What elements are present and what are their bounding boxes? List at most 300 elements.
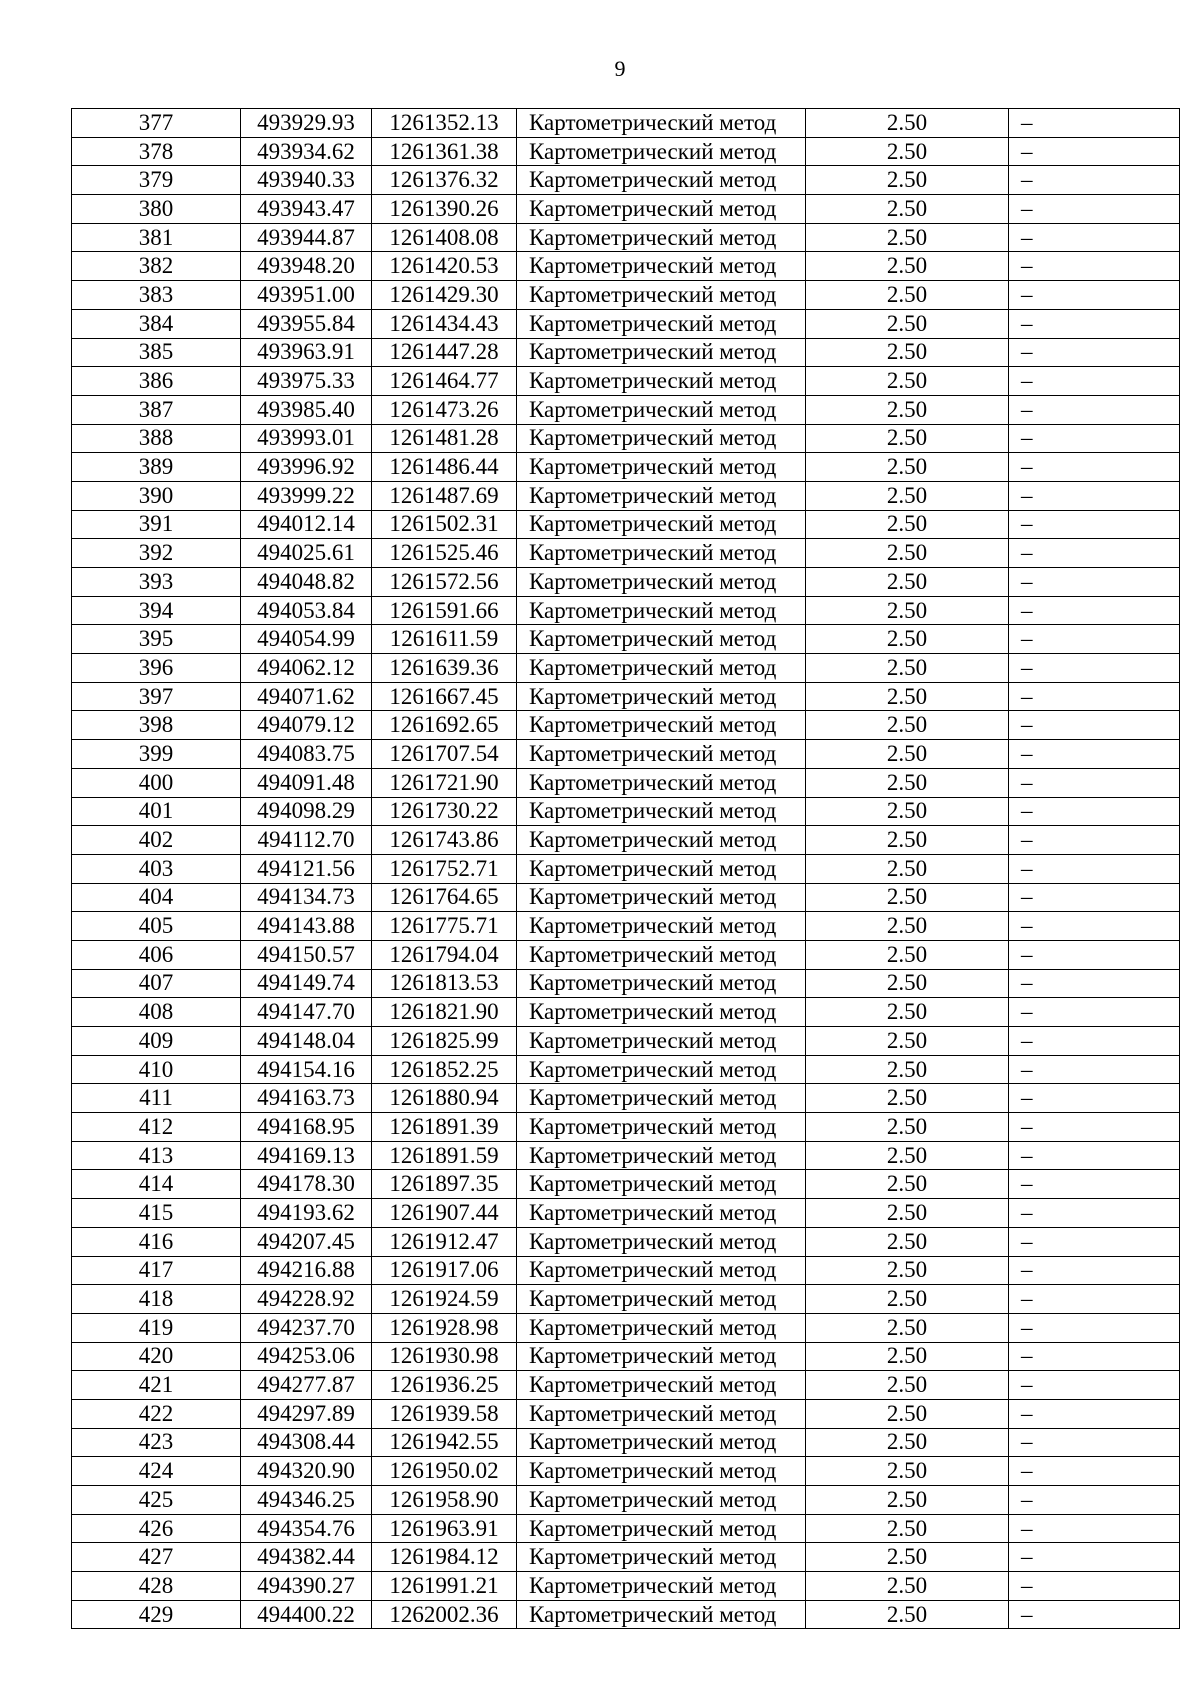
y-coordinate-cell: 1262002.36 xyxy=(372,1600,517,1629)
note-cell: – xyxy=(1009,682,1180,711)
accuracy-cell: 2.50 xyxy=(806,568,1009,597)
x-coordinate-cell: 494148.04 xyxy=(241,1027,372,1056)
note-cell: – xyxy=(1009,1600,1180,1629)
note-cell: – xyxy=(1009,453,1180,482)
accuracy-cell: 2.50 xyxy=(806,223,1009,252)
x-coordinate-cell: 494320.90 xyxy=(241,1457,372,1486)
method-cell: Картометрический метод xyxy=(517,281,806,310)
table-row xyxy=(72,1600,1180,1629)
y-coordinate-cell: 1261420.53 xyxy=(372,252,517,281)
method-cell: Картометрический метод xyxy=(517,596,806,625)
accuracy-cell: 2.50 xyxy=(806,1227,1009,1256)
y-coordinate-cell: 1261852.25 xyxy=(372,1055,517,1084)
note-cell: – xyxy=(1009,1399,1180,1428)
point-number-cell: 377 xyxy=(72,109,241,138)
accuracy-cell: 2.50 xyxy=(806,1256,1009,1285)
method-cell: Картометрический метод xyxy=(517,969,806,998)
table-row xyxy=(72,281,1180,310)
method-cell: Картометрический метод xyxy=(517,1342,806,1371)
method-cell: Картометрический метод xyxy=(517,137,806,166)
point-number-cell: 429 xyxy=(72,1600,241,1629)
accuracy-cell: 2.50 xyxy=(806,1486,1009,1515)
table-row xyxy=(72,1572,1180,1601)
accuracy-cell: 2.50 xyxy=(806,854,1009,883)
table-row xyxy=(72,338,1180,367)
method-cell: Картометрический метод xyxy=(517,1486,806,1515)
table-row xyxy=(72,1027,1180,1056)
x-coordinate-cell: 494149.74 xyxy=(241,969,372,998)
accuracy-cell: 2.50 xyxy=(806,711,1009,740)
method-cell: Картометрический метод xyxy=(517,166,806,195)
x-coordinate-cell: 494098.29 xyxy=(241,797,372,826)
note-cell: – xyxy=(1009,768,1180,797)
point-number-cell: 397 xyxy=(72,682,241,711)
x-coordinate-cell: 494253.06 xyxy=(241,1342,372,1371)
note-cell: – xyxy=(1009,309,1180,338)
x-coordinate-cell: 494012.14 xyxy=(241,510,372,539)
point-number-cell: 386 xyxy=(72,367,241,396)
table-row xyxy=(72,969,1180,998)
accuracy-cell: 2.50 xyxy=(806,539,1009,568)
table-row xyxy=(72,539,1180,568)
y-coordinate-cell: 1261743.86 xyxy=(372,826,517,855)
note-cell: – xyxy=(1009,1199,1180,1228)
method-cell: Картометрический метод xyxy=(517,481,806,510)
table-row xyxy=(72,309,1180,338)
accuracy-cell: 2.50 xyxy=(806,1199,1009,1228)
method-cell: Картометрический метод xyxy=(517,912,806,941)
table-row xyxy=(72,166,1180,195)
accuracy-cell: 2.50 xyxy=(806,1313,1009,1342)
table-row xyxy=(72,625,1180,654)
note-cell: – xyxy=(1009,1227,1180,1256)
point-number-cell: 402 xyxy=(72,826,241,855)
table-row xyxy=(72,1371,1180,1400)
y-coordinate-cell: 1261352.13 xyxy=(372,109,517,138)
table-row xyxy=(72,1084,1180,1113)
table-row xyxy=(72,1428,1180,1457)
method-cell: Картометрический метод xyxy=(517,1600,806,1629)
x-coordinate-cell: 494083.75 xyxy=(241,740,372,769)
accuracy-cell: 2.50 xyxy=(806,367,1009,396)
y-coordinate-cell: 1261907.44 xyxy=(372,1199,517,1228)
note-cell: – xyxy=(1009,854,1180,883)
point-number-cell: 378 xyxy=(72,137,241,166)
x-coordinate-cell: 493948.20 xyxy=(241,252,372,281)
table-row xyxy=(72,109,1180,138)
method-cell: Картометрический метод xyxy=(517,1399,806,1428)
table-row xyxy=(72,1141,1180,1170)
note-cell: – xyxy=(1009,998,1180,1027)
point-number-cell: 416 xyxy=(72,1227,241,1256)
y-coordinate-cell: 1261572.56 xyxy=(372,568,517,597)
method-cell: Картометрический метод xyxy=(517,682,806,711)
point-number-cell: 384 xyxy=(72,309,241,338)
accuracy-cell: 2.50 xyxy=(806,682,1009,711)
note-cell: – xyxy=(1009,912,1180,941)
table-row xyxy=(72,1199,1180,1228)
table-row xyxy=(72,940,1180,969)
accuracy-cell: 2.50 xyxy=(806,1084,1009,1113)
table-row xyxy=(72,682,1180,711)
point-number-cell: 425 xyxy=(72,1486,241,1515)
method-cell: Картометрический метод xyxy=(517,1170,806,1199)
accuracy-cell: 2.50 xyxy=(806,1428,1009,1457)
point-number-cell: 401 xyxy=(72,797,241,826)
table-row xyxy=(72,596,1180,625)
point-number-cell: 420 xyxy=(72,1342,241,1371)
table-row xyxy=(72,1055,1180,1084)
method-cell: Картометрический метод xyxy=(517,1428,806,1457)
x-coordinate-cell: 494163.73 xyxy=(241,1084,372,1113)
table-row xyxy=(72,883,1180,912)
point-number-cell: 383 xyxy=(72,281,241,310)
table-row xyxy=(72,481,1180,510)
table-row xyxy=(72,367,1180,396)
y-coordinate-cell: 1261502.31 xyxy=(372,510,517,539)
x-coordinate-cell: 494308.44 xyxy=(241,1428,372,1457)
table-row xyxy=(72,568,1180,597)
x-coordinate-cell: 494150.57 xyxy=(241,940,372,969)
y-coordinate-cell: 1261775.71 xyxy=(372,912,517,941)
note-cell: – xyxy=(1009,539,1180,568)
y-coordinate-cell: 1261447.28 xyxy=(372,338,517,367)
note-cell: – xyxy=(1009,1371,1180,1400)
method-cell: Картометрический метод xyxy=(517,223,806,252)
x-coordinate-cell: 494143.88 xyxy=(241,912,372,941)
point-number-cell: 426 xyxy=(72,1514,241,1543)
y-coordinate-cell: 1261928.98 xyxy=(372,1313,517,1342)
note-cell: – xyxy=(1009,625,1180,654)
accuracy-cell: 2.50 xyxy=(806,1572,1009,1601)
y-coordinate-cell: 1261825.99 xyxy=(372,1027,517,1056)
method-cell: Картометрический метод xyxy=(517,883,806,912)
note-cell: – xyxy=(1009,367,1180,396)
method-cell: Картометрический метод xyxy=(517,195,806,224)
method-cell: Картометрический метод xyxy=(517,711,806,740)
point-number-cell: 396 xyxy=(72,654,241,683)
note-cell: – xyxy=(1009,1256,1180,1285)
y-coordinate-cell: 1261942.55 xyxy=(372,1428,517,1457)
table-row xyxy=(72,223,1180,252)
method-cell: Картометрический метод xyxy=(517,539,806,568)
method-cell: Картометрический метод xyxy=(517,309,806,338)
accuracy-cell: 2.50 xyxy=(806,1342,1009,1371)
method-cell: Картометрический метод xyxy=(517,1199,806,1228)
method-cell: Картометрический метод xyxy=(517,1227,806,1256)
note-cell: – xyxy=(1009,1342,1180,1371)
accuracy-cell: 2.50 xyxy=(806,338,1009,367)
accuracy-cell: 2.50 xyxy=(806,510,1009,539)
accuracy-cell: 2.50 xyxy=(806,1055,1009,1084)
method-cell: Картометрический метод xyxy=(517,740,806,769)
point-number-cell: 406 xyxy=(72,940,241,969)
x-coordinate-cell: 493929.93 xyxy=(241,109,372,138)
x-coordinate-cell: 493955.84 xyxy=(241,309,372,338)
x-coordinate-cell: 493999.22 xyxy=(241,481,372,510)
point-number-cell: 381 xyxy=(72,223,241,252)
point-number-cell: 385 xyxy=(72,338,241,367)
y-coordinate-cell: 1261813.53 xyxy=(372,969,517,998)
accuracy-cell: 2.50 xyxy=(806,395,1009,424)
method-cell: Картометрический метод xyxy=(517,1141,806,1170)
x-coordinate-cell: 494121.56 xyxy=(241,854,372,883)
table-row xyxy=(72,510,1180,539)
y-coordinate-cell: 1261730.22 xyxy=(372,797,517,826)
x-coordinate-cell: 494147.70 xyxy=(241,998,372,1027)
note-cell: – xyxy=(1009,1141,1180,1170)
point-number-cell: 393 xyxy=(72,568,241,597)
method-cell: Картометрический метод xyxy=(517,854,806,883)
y-coordinate-cell: 1261434.43 xyxy=(372,309,517,338)
point-number-cell: 423 xyxy=(72,1428,241,1457)
note-cell: – xyxy=(1009,166,1180,195)
table-row xyxy=(72,1227,1180,1256)
table-row xyxy=(72,424,1180,453)
note-cell: – xyxy=(1009,1285,1180,1314)
accuracy-cell: 2.50 xyxy=(806,453,1009,482)
x-coordinate-cell: 494079.12 xyxy=(241,711,372,740)
point-number-cell: 395 xyxy=(72,625,241,654)
note-cell: – xyxy=(1009,654,1180,683)
x-coordinate-cell: 494091.48 xyxy=(241,768,372,797)
coordinates-table xyxy=(71,108,1180,1629)
x-coordinate-cell: 494168.95 xyxy=(241,1113,372,1142)
note-cell: – xyxy=(1009,1313,1180,1342)
x-coordinate-cell: 494207.45 xyxy=(241,1227,372,1256)
y-coordinate-cell: 1261376.32 xyxy=(372,166,517,195)
note-cell: – xyxy=(1009,1428,1180,1457)
y-coordinate-cell: 1261473.26 xyxy=(372,395,517,424)
method-cell: Картометрический метод xyxy=(517,1113,806,1142)
accuracy-cell: 2.50 xyxy=(806,481,1009,510)
note-cell: – xyxy=(1009,252,1180,281)
accuracy-cell: 2.50 xyxy=(806,1285,1009,1314)
y-coordinate-cell: 1261821.90 xyxy=(372,998,517,1027)
y-coordinate-cell: 1261591.66 xyxy=(372,596,517,625)
y-coordinate-cell: 1261794.04 xyxy=(372,940,517,969)
accuracy-cell: 2.50 xyxy=(806,1543,1009,1572)
point-number-cell: 388 xyxy=(72,424,241,453)
table-row xyxy=(72,797,1180,826)
x-coordinate-cell: 493996.92 xyxy=(241,453,372,482)
note-cell: – xyxy=(1009,883,1180,912)
note-cell: – xyxy=(1009,1084,1180,1113)
method-cell: Картометрический метод xyxy=(517,568,806,597)
x-coordinate-cell: 494382.44 xyxy=(241,1543,372,1572)
point-number-cell: 391 xyxy=(72,510,241,539)
note-cell: – xyxy=(1009,195,1180,224)
accuracy-cell: 2.50 xyxy=(806,166,1009,195)
note-cell: – xyxy=(1009,223,1180,252)
note-cell: – xyxy=(1009,395,1180,424)
note-cell: – xyxy=(1009,1543,1180,1572)
y-coordinate-cell: 1261486.44 xyxy=(372,453,517,482)
note-cell: – xyxy=(1009,1572,1180,1601)
accuracy-cell: 2.50 xyxy=(806,1514,1009,1543)
method-cell: Картометрический метод xyxy=(517,1371,806,1400)
point-number-cell: 407 xyxy=(72,969,241,998)
note-cell: – xyxy=(1009,137,1180,166)
note-cell: – xyxy=(1009,109,1180,138)
y-coordinate-cell: 1261390.26 xyxy=(372,195,517,224)
table-row xyxy=(72,1256,1180,1285)
point-number-cell: 413 xyxy=(72,1141,241,1170)
point-number-cell: 392 xyxy=(72,539,241,568)
x-coordinate-cell: 494297.89 xyxy=(241,1399,372,1428)
table-row xyxy=(72,1457,1180,1486)
method-cell: Картометрический метод xyxy=(517,1543,806,1572)
x-coordinate-cell: 494071.62 xyxy=(241,682,372,711)
coordinates-table-body xyxy=(72,109,1180,1629)
table-row xyxy=(72,998,1180,1027)
table-row xyxy=(72,1514,1180,1543)
y-coordinate-cell: 1261464.77 xyxy=(372,367,517,396)
method-cell: Картометрический метод xyxy=(517,1572,806,1601)
method-cell: Картометрический метод xyxy=(517,1514,806,1543)
point-number-cell: 421 xyxy=(72,1371,241,1400)
point-number-cell: 412 xyxy=(72,1113,241,1142)
point-number-cell: 394 xyxy=(72,596,241,625)
point-number-cell: 411 xyxy=(72,1084,241,1113)
y-coordinate-cell: 1261924.59 xyxy=(372,1285,517,1314)
table-row xyxy=(72,1486,1180,1515)
x-coordinate-cell: 494134.73 xyxy=(241,883,372,912)
note-cell: – xyxy=(1009,596,1180,625)
method-cell: Картометрический метод xyxy=(517,1084,806,1113)
accuracy-cell: 2.50 xyxy=(806,768,1009,797)
point-number-cell: 403 xyxy=(72,854,241,883)
accuracy-cell: 2.50 xyxy=(806,137,1009,166)
table-row xyxy=(72,137,1180,166)
y-coordinate-cell: 1261930.98 xyxy=(372,1342,517,1371)
x-coordinate-cell: 494390.27 xyxy=(241,1572,372,1601)
y-coordinate-cell: 1261880.94 xyxy=(372,1084,517,1113)
page-number: 9 xyxy=(614,56,626,81)
accuracy-cell: 2.50 xyxy=(806,1113,1009,1142)
point-number-cell: 382 xyxy=(72,252,241,281)
note-cell: – xyxy=(1009,1514,1180,1543)
y-coordinate-cell: 1261692.65 xyxy=(372,711,517,740)
y-coordinate-cell: 1261667.45 xyxy=(372,682,517,711)
point-number-cell: 398 xyxy=(72,711,241,740)
point-number-cell: 418 xyxy=(72,1285,241,1314)
accuracy-cell: 2.50 xyxy=(806,281,1009,310)
y-coordinate-cell: 1261408.08 xyxy=(372,223,517,252)
accuracy-cell: 2.50 xyxy=(806,1027,1009,1056)
table-row xyxy=(72,854,1180,883)
point-number-cell: 414 xyxy=(72,1170,241,1199)
note-cell: – xyxy=(1009,826,1180,855)
x-coordinate-cell: 494193.62 xyxy=(241,1199,372,1228)
method-cell: Картометрический метод xyxy=(517,252,806,281)
y-coordinate-cell: 1261639.36 xyxy=(372,654,517,683)
x-coordinate-cell: 493944.87 xyxy=(241,223,372,252)
note-cell: – xyxy=(1009,510,1180,539)
table-row xyxy=(72,711,1180,740)
y-coordinate-cell: 1261917.06 xyxy=(372,1256,517,1285)
method-cell: Картометрический метод xyxy=(517,654,806,683)
point-number-cell: 380 xyxy=(72,195,241,224)
note-cell: – xyxy=(1009,711,1180,740)
accuracy-cell: 2.50 xyxy=(806,1141,1009,1170)
y-coordinate-cell: 1261939.58 xyxy=(372,1399,517,1428)
table-row xyxy=(72,1342,1180,1371)
accuracy-cell: 2.50 xyxy=(806,1371,1009,1400)
point-number-cell: 409 xyxy=(72,1027,241,1056)
x-coordinate-cell: 494053.84 xyxy=(241,596,372,625)
point-number-cell: 390 xyxy=(72,481,241,510)
point-number-cell: 410 xyxy=(72,1055,241,1084)
y-coordinate-cell: 1261361.38 xyxy=(372,137,517,166)
table-row xyxy=(72,395,1180,424)
x-coordinate-cell: 494154.16 xyxy=(241,1055,372,1084)
point-number-cell: 404 xyxy=(72,883,241,912)
point-number-cell: 415 xyxy=(72,1199,241,1228)
method-cell: Картометрический метод xyxy=(517,1313,806,1342)
accuracy-cell: 2.50 xyxy=(806,596,1009,625)
method-cell: Картометрический метод xyxy=(517,1055,806,1084)
y-coordinate-cell: 1261429.30 xyxy=(372,281,517,310)
y-coordinate-cell: 1261481.28 xyxy=(372,424,517,453)
y-coordinate-cell: 1261487.69 xyxy=(372,481,517,510)
table-row xyxy=(72,252,1180,281)
accuracy-cell: 2.50 xyxy=(806,1600,1009,1629)
accuracy-cell: 2.50 xyxy=(806,797,1009,826)
point-number-cell: 428 xyxy=(72,1572,241,1601)
table-row xyxy=(72,1170,1180,1199)
table-row xyxy=(72,195,1180,224)
table-row xyxy=(72,1113,1180,1142)
point-number-cell: 389 xyxy=(72,453,241,482)
accuracy-cell: 2.50 xyxy=(806,252,1009,281)
x-coordinate-cell: 494228.92 xyxy=(241,1285,372,1314)
x-coordinate-cell: 494062.12 xyxy=(241,654,372,683)
y-coordinate-cell: 1261721.90 xyxy=(372,768,517,797)
x-coordinate-cell: 494048.82 xyxy=(241,568,372,597)
method-cell: Картометрический метод xyxy=(517,1256,806,1285)
y-coordinate-cell: 1261891.59 xyxy=(372,1141,517,1170)
table-row xyxy=(72,654,1180,683)
x-coordinate-cell: 494054.99 xyxy=(241,625,372,654)
accuracy-cell: 2.50 xyxy=(806,309,1009,338)
x-coordinate-cell: 493951.00 xyxy=(241,281,372,310)
x-coordinate-cell: 493963.91 xyxy=(241,338,372,367)
x-coordinate-cell: 494237.70 xyxy=(241,1313,372,1342)
x-coordinate-cell: 493985.40 xyxy=(241,395,372,424)
point-number-cell: 400 xyxy=(72,768,241,797)
y-coordinate-cell: 1261950.02 xyxy=(372,1457,517,1486)
method-cell: Картометрический метод xyxy=(517,797,806,826)
point-number-cell: 422 xyxy=(72,1399,241,1428)
y-coordinate-cell: 1261991.21 xyxy=(372,1572,517,1601)
y-coordinate-cell: 1261912.47 xyxy=(372,1227,517,1256)
table-row xyxy=(72,768,1180,797)
note-cell: – xyxy=(1009,797,1180,826)
y-coordinate-cell: 1261984.12 xyxy=(372,1543,517,1572)
y-coordinate-cell: 1261891.39 xyxy=(372,1113,517,1142)
y-coordinate-cell: 1261936.25 xyxy=(372,1371,517,1400)
method-cell: Картометрический метод xyxy=(517,625,806,654)
x-coordinate-cell: 493934.62 xyxy=(241,137,372,166)
accuracy-cell: 2.50 xyxy=(806,1399,1009,1428)
method-cell: Картометрический метод xyxy=(517,1285,806,1314)
table-row xyxy=(72,1313,1180,1342)
y-coordinate-cell: 1261752.71 xyxy=(372,854,517,883)
accuracy-cell: 2.50 xyxy=(806,1457,1009,1486)
method-cell: Картометрический метод xyxy=(517,768,806,797)
y-coordinate-cell: 1261611.59 xyxy=(372,625,517,654)
